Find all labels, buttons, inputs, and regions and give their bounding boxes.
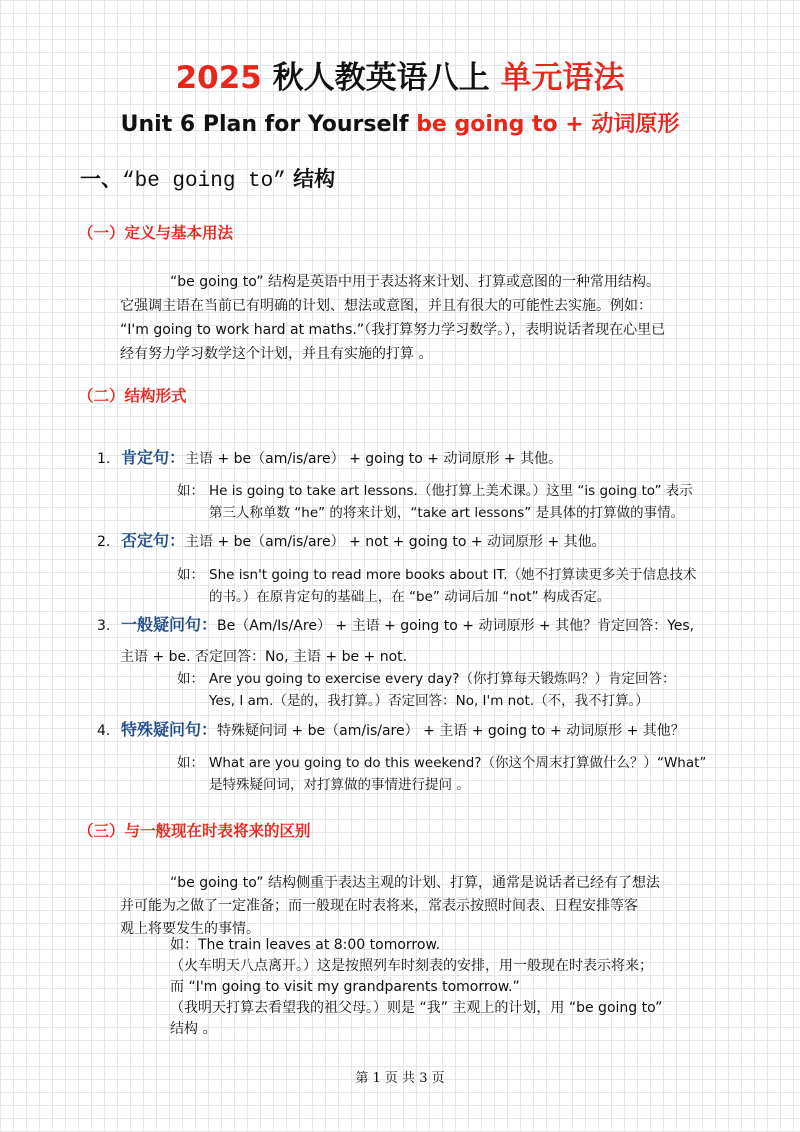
title-main: 秋人教英语八上: [272, 60, 490, 96]
item-formula: 主语 + be（am/is/are） + not + going to + 动词原形 + 其他。: [185, 534, 606, 550]
example-wh-question: [177, 752, 739, 796]
paragraph-line: 并可能为之做了一定准备；而一般现在时表将来，常表示按照时间表、日程安排等客: [120, 898, 638, 914]
section-suffix: 结构: [285, 166, 336, 191]
subsection-heading-definition: （一）定义与基本用法: [78, 224, 234, 242]
paragraph-line: “I'm going to work hard at maths.”（我打算努力学习数学。），表明说话者现在心里已: [120, 322, 666, 338]
example-line: （我明天打算去看望我的祖父母。）则是 “我” 主观上的计划，用 “be going to”: [170, 1000, 663, 1016]
example-line: He is going to take art lessons.（他打算上美术课。）这里 “is going to” 表示: [209, 483, 693, 499]
example-line: 是特殊疑问词，对打算做的事情进行提问 。: [209, 777, 470, 793]
item-number: 1.: [97, 451, 111, 467]
example-lead: 如：: [177, 755, 204, 771]
example-line: 而 “I'm going to visit my grandparents tomorrow.”: [170, 979, 520, 995]
example-line: She isn't going to read more books about IT.（她不打算读更多关于信息技术: [209, 567, 697, 583]
page-footer: 第 1 页 共 3 页: [355, 1071, 445, 1086]
item-number: 4.: [97, 723, 111, 739]
structure-item-yes-no-question: [97, 614, 737, 637]
example-line: Are you going to exercise every day?（你打算每天锻炼吗？）肯定回答：: [209, 671, 676, 687]
document-title: [0, 58, 800, 98]
item-label: 一般疑问句：: [121, 615, 218, 634]
example-line: Yes, I am.（是的，我打算。）否定回答：No, I'm not.（不，我不打算。）: [209, 693, 649, 709]
title-highlight: 单元语法: [500, 60, 625, 96]
definition-paragraph: [120, 270, 738, 366]
item-formula: 特殊疑问词 + be（am/is/are） + 主语 + going to + 动词原形 + 其他？: [217, 723, 685, 739]
structure-item-negative: [97, 530, 737, 553]
item-formula: Be（Am/Is/Are） + 主语 + going to + 动词原形 + 其他？肯定回答：Yes,: [217, 618, 695, 634]
section-phrase: “be going to”: [122, 170, 286, 193]
item-formula-continued: 主语 + be. 否定回答：No, 主语 + be + not.: [120, 649, 408, 665]
example-line: 结构 。: [170, 1021, 217, 1037]
example-line: 如：The train leaves at 8:00 tomorrow.: [170, 937, 441, 953]
document-subtitle: [0, 110, 800, 140]
difference-paragraph: [120, 872, 738, 941]
subtitle-highlight: be going to + 动词原形: [416, 112, 680, 137]
example-lead: 如：: [177, 483, 204, 499]
item-label: 否定句：: [121, 531, 186, 550]
subsection-heading-difference: （三）与一般现在时表将来的区别: [78, 822, 311, 840]
item-formula: 主语 + be（am/is/are） + going to + 动词原形 + 其他。: [185, 451, 563, 467]
difference-example: [170, 935, 740, 1040]
item-number: 2.: [97, 534, 111, 550]
example-lead: 如：: [177, 567, 204, 583]
subsection-heading-structure: （二）结构形式: [78, 387, 187, 405]
example-line: （火车明天八点离开。）这是按照列车时刻表的安排，用一般现在时表示将来；: [170, 958, 653, 974]
paragraph-line: 它强调主语在当前已有明确的计划、想法或意图，并且有很大的可能性去实施。例如：: [120, 298, 652, 314]
subtitle-unit: Unit 6 Plan for Yourself: [120, 112, 417, 137]
paragraph-line: 观上将要发生的事情。: [120, 921, 260, 937]
structure-item-wh-question: [97, 719, 737, 742]
example-yes-no-question: [177, 668, 739, 712]
example-line: 第三人称单数 “he” 的将来计划，“take art lessons” 是具体的打算做的事情。: [209, 505, 685, 521]
title-year: 2025: [175, 60, 262, 96]
example-line: What are you going to do this weekend?（你这个周末打算做什么？）“What”: [209, 755, 707, 771]
example-line: 的书。）在原肯定句的基础上，在 “be” 动词后加 “not” 构成否定。: [209, 589, 611, 605]
section-number: 一、: [80, 166, 122, 191]
section-heading: [80, 163, 335, 198]
paragraph-line: 经有努力学习数学这个计划，并且有实施的打算 。: [120, 346, 433, 362]
example-negative: [177, 564, 739, 608]
structure-item-affirmative: [97, 447, 737, 470]
paragraph-line: “be going to” 结构侧重于表达主观的计划、打算，通常是说话者已经有了想法: [170, 875, 661, 891]
example-lead: 如：: [177, 671, 204, 687]
item-label: 肯定句：: [121, 448, 186, 467]
item-number: 3.: [97, 618, 111, 634]
item-label: 特殊疑问句：: [121, 720, 218, 739]
paragraph-line: “be going to” 结构是英语中用于表达将来计划、打算或意图的一种常用结构。: [170, 274, 661, 290]
example-affirmative: [177, 480, 739, 524]
